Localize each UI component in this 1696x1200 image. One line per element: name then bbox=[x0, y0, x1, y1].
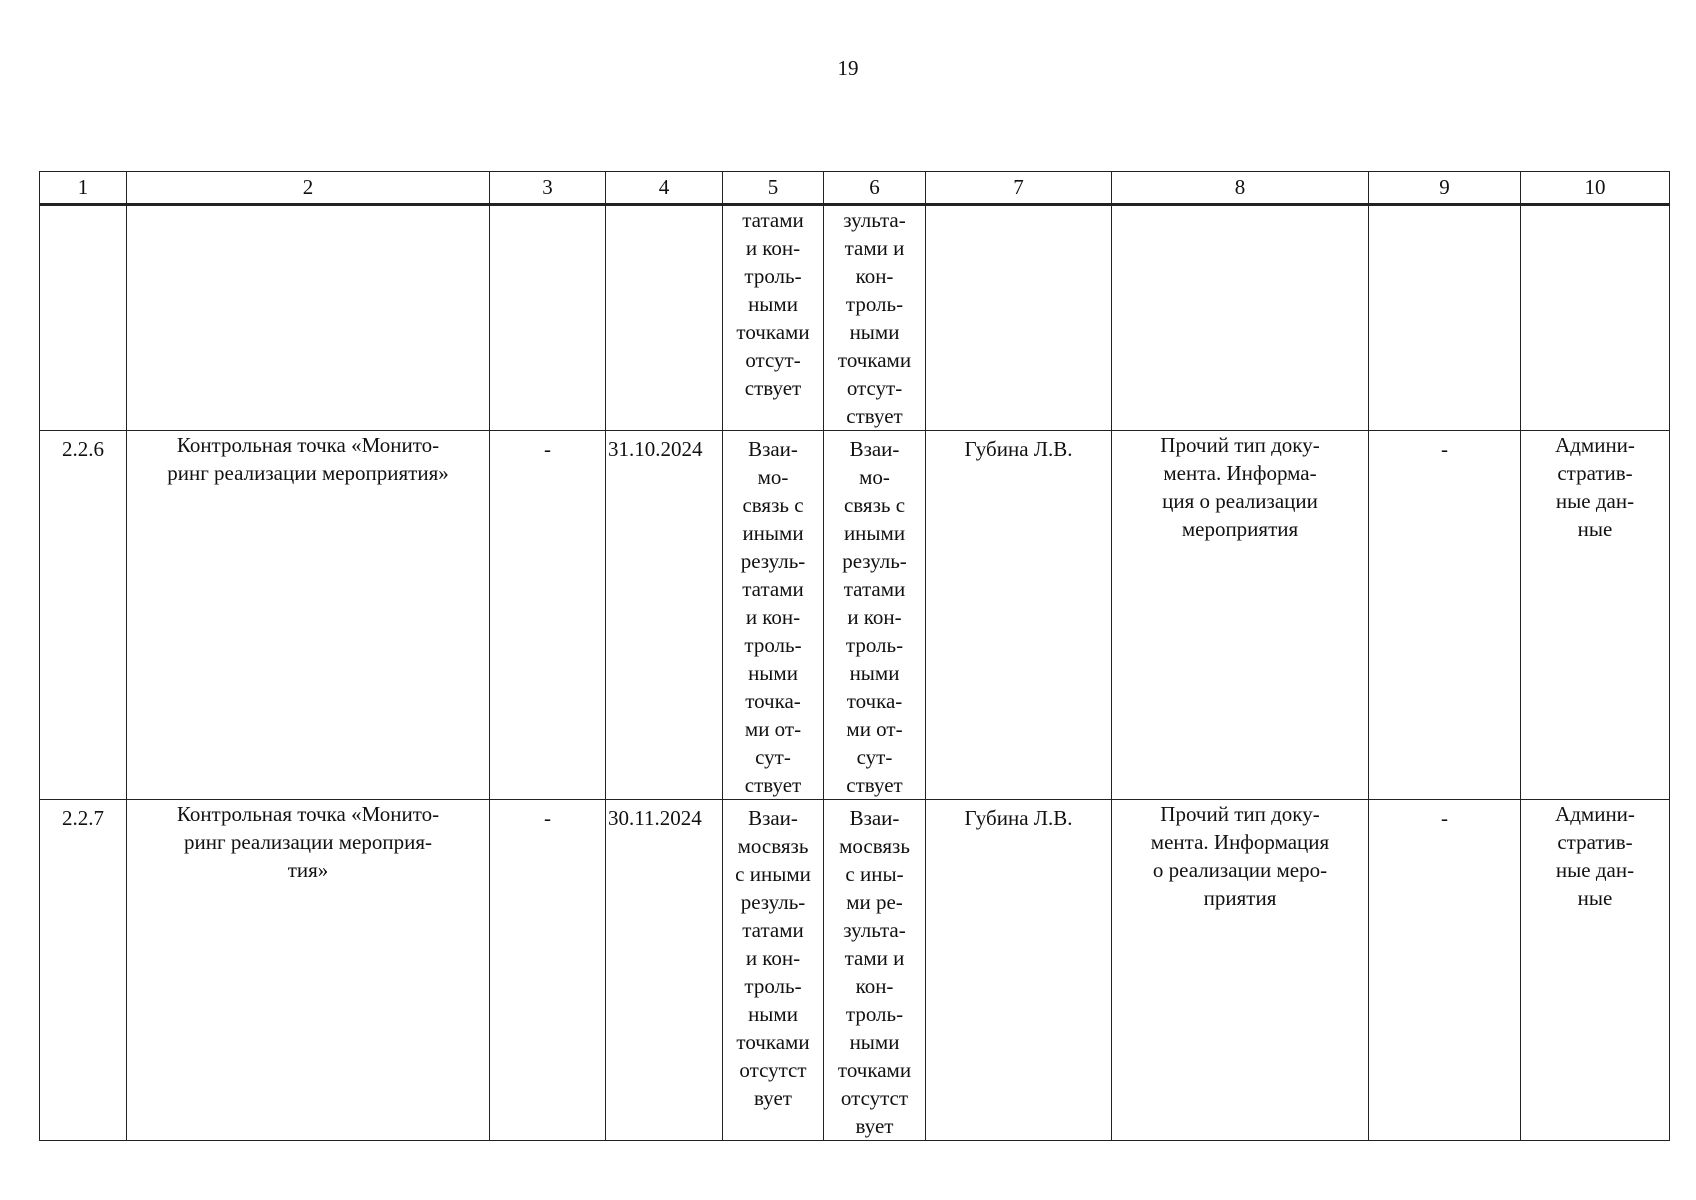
cell-col5: Взаи- мосвязь с иными резуль- татами и кон- троль- ными точками отсутст вует bbox=[723, 800, 824, 1141]
cell-date: 31.10.2024 bbox=[606, 431, 723, 800]
cell-col9: - bbox=[1369, 431, 1521, 800]
cell-col3: - bbox=[490, 431, 606, 800]
table-row bbox=[40, 431, 1670, 800]
cell-col6: Взаи- мо- связь с иными резуль- татами и кон- троль- ными точка- ми от- сут- ствует bbox=[824, 431, 926, 800]
column-header: 6 bbox=[824, 172, 926, 205]
column-header: 9 bbox=[1369, 172, 1521, 205]
cell-col6: зульта- тами и кон- троль- ными точками отсут- ствует bbox=[824, 205, 926, 431]
cell-col9: - bbox=[1369, 800, 1521, 1141]
table-row bbox=[40, 205, 1670, 431]
cell-date: 30.11.2024 bbox=[606, 800, 723, 1141]
column-header: 4 bbox=[606, 172, 723, 205]
cell-responsible: Губина Л.В. bbox=[926, 431, 1112, 800]
cell-source bbox=[1521, 205, 1670, 431]
cell-source: Админи- стратив- ные дан- ные bbox=[1521, 800, 1670, 1141]
column-header: 1 bbox=[40, 172, 127, 205]
cell-name: Контрольная точка «Монито- ринг реализации мероприя- тия» bbox=[127, 800, 490, 1141]
cell-col3 bbox=[490, 205, 606, 431]
table-row bbox=[40, 800, 1670, 1141]
cell-col9 bbox=[1369, 205, 1521, 431]
cell-doc-type: Прочий тип доку- мента. Информация о реализации меро- приятия bbox=[1112, 800, 1369, 1141]
page-number: 19 bbox=[837, 56, 859, 80]
cell-responsible: Губина Л.В. bbox=[926, 800, 1112, 1141]
cell-number: 2.2.7 bbox=[40, 800, 127, 1141]
table-header-row bbox=[40, 172, 1670, 205]
cell-name bbox=[127, 205, 490, 431]
cell-doc-type bbox=[1112, 205, 1369, 431]
cell-number bbox=[40, 205, 127, 431]
column-header: 5 bbox=[723, 172, 824, 205]
cell-responsible bbox=[926, 205, 1112, 431]
cell-col3: - bbox=[490, 800, 606, 1141]
cell-date bbox=[606, 205, 723, 431]
cell-source: Админи- стратив- ные дан- ные bbox=[1521, 431, 1670, 800]
column-header: 3 bbox=[490, 172, 606, 205]
column-header: 7 bbox=[926, 172, 1112, 205]
column-header: 10 bbox=[1521, 172, 1670, 205]
column-header: 8 bbox=[1112, 172, 1369, 205]
cell-name: Контрольная точка «Монито- ринг реализации мероприятия» bbox=[127, 431, 490, 800]
cell-col5: татами и кон- троль- ными точками отсут- ствует bbox=[723, 205, 824, 431]
cell-number: 2.2.6 bbox=[40, 431, 127, 800]
column-header: 2 bbox=[127, 172, 490, 205]
cell-col6: Взаи- мосвязь с ины- ми ре- зульта- тами и кон- троль- ными точками отсутст вует bbox=[824, 800, 926, 1141]
cell-doc-type: Прочий тип доку- мента. Информа- ция о реализации мероприятия bbox=[1112, 431, 1369, 800]
document-table bbox=[39, 171, 1670, 1141]
cell-col5: Взаи- мо- связь с иными резуль- татами и кон- троль- ными точка- ми от- сут- ствует bbox=[723, 431, 824, 800]
